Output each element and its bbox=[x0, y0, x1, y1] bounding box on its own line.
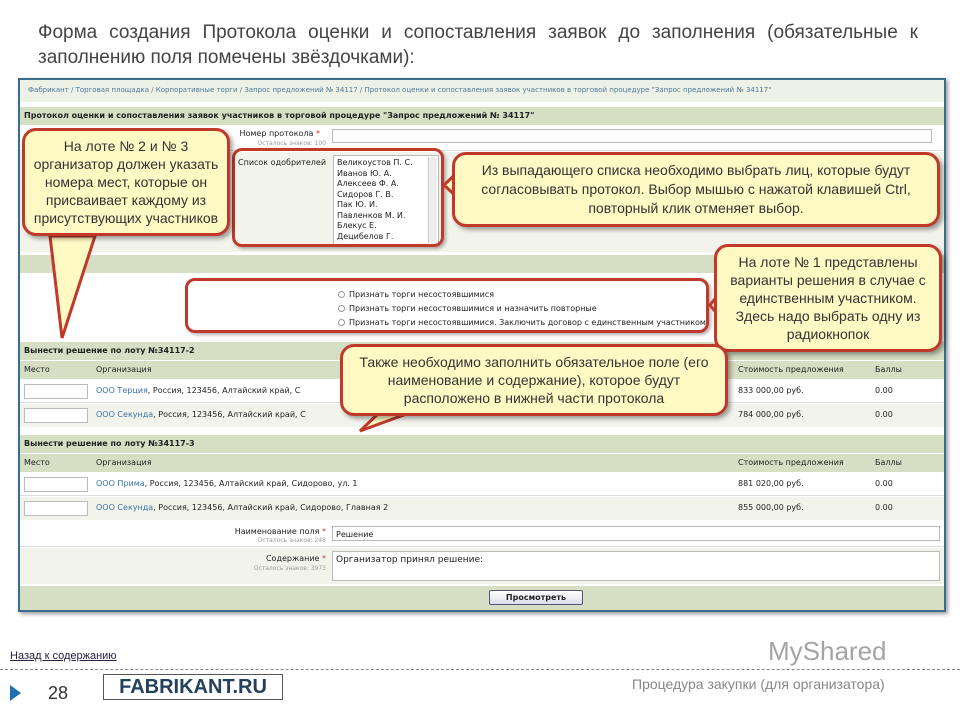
price: 881 020,00 руб. bbox=[738, 479, 804, 488]
approver-option[interactable]: Алексеев Ф. А. bbox=[337, 179, 399, 188]
price: 784 000,00 руб. bbox=[738, 410, 804, 419]
myshared-watermark: MyShared bbox=[768, 636, 887, 666]
lot2-title: Вынести решение по лоту №34117-2 bbox=[20, 342, 944, 360]
approver-option[interactable]: Блекус Е. bbox=[337, 221, 377, 230]
org-address: , Россия, 123456, Алтайский край, Сидорово, Главная 2 bbox=[153, 503, 389, 512]
lot1-radio[interactable]: Признать торги несостоявшимися bbox=[338, 287, 706, 301]
form-header: Протокол оценки и сопоставления заявок участников в торговой процедуре "Запрос предложений № 34117" bbox=[20, 107, 944, 125]
required-mark: * bbox=[316, 129, 320, 138]
price: 833 000,00 руб. bbox=[738, 386, 804, 395]
approver-option[interactable]: Децибелов Г. bbox=[337, 231, 394, 241]
back-to-contents-link[interactable]: Назад к содержанию bbox=[10, 650, 117, 662]
callout-places: На лоте № 2 и № 3 организатор должен указать номера мест, которые он присваивает каждому из присутствующих участников bbox=[22, 128, 230, 236]
org-address: , Россия, 123456, Алтайский край, Сидорово, ул. 1 bbox=[144, 479, 358, 488]
approver-option[interactable]: Великоустов П. С. bbox=[337, 158, 413, 167]
callout-approvers: Из выпадающего списка необходимо выбрать лиц, которые будут согласовывать протокол. Выбор мышью с нажатой клавишей Ctrl, повторный клик отменяет выбор. bbox=[452, 152, 940, 227]
lot3-title: Вынести решение по лоту №34117-3 bbox=[20, 435, 944, 453]
score: 0.00 bbox=[875, 503, 893, 512]
org-address: , Россия, 123456, Алтайский край, С bbox=[153, 410, 306, 419]
approvers-label: Список одобрителей bbox=[238, 158, 327, 167]
org-address: , Россия, 123456, Алтайский край, С bbox=[147, 386, 301, 395]
required-mark: * bbox=[322, 527, 326, 536]
org-link[interactable]: ООО Прима bbox=[96, 479, 145, 488]
col-score: Баллы bbox=[875, 458, 902, 467]
lot1-radio[interactable]: Признать торги несостоявшимися и назначить повторные bbox=[338, 301, 706, 315]
field-content-hint: Осталось знаков: 3973 bbox=[253, 565, 326, 572]
fabrikant-logo: FABRIKANT.RU bbox=[103, 674, 283, 700]
approver-option[interactable]: Пак Ю. И. bbox=[337, 200, 378, 209]
price: 855 000,00 руб. bbox=[738, 503, 804, 512]
approver-option[interactable]: Иванов Ю. А. bbox=[337, 168, 392, 178]
protocol-number-hint: Осталось знаков: 100 bbox=[257, 140, 326, 147]
approver-option[interactable]: Павленков М. И. bbox=[337, 210, 406, 220]
score: 0.00 bbox=[875, 386, 893, 395]
col-place: Место bbox=[24, 365, 50, 374]
col-price: Стоимость предложения bbox=[738, 458, 844, 467]
col-org: Организация bbox=[96, 365, 152, 374]
callout-required: Также необходимо заполнить обязательное поле (его наименование и содержание), которое будут расположено в нижней части протокола bbox=[340, 344, 728, 416]
field-content-label: Содержание bbox=[265, 554, 320, 563]
col-score: Баллы bbox=[875, 365, 902, 374]
org-link[interactable]: ООО Секунда bbox=[96, 503, 154, 512]
breadcrumb[interactable]: Фабрикант / Торговая площадка / Корпоративные торги / Запрос предложений № 34117 / Протокол оценки и сопоставления заявок участников в торговой процедуре "Запрос предложений № 34117" bbox=[20, 80, 944, 102]
lot1-radio[interactable]: Признать торги несостоявшимися. Заключить договор с единственным участником bbox=[338, 315, 706, 329]
tail-places bbox=[50, 236, 95, 338]
page-number: 28 bbox=[48, 683, 69, 703]
footer-caption: Процедура закупки (для организатора) bbox=[632, 676, 885, 692]
preview-button[interactable]: Просмотреть bbox=[489, 590, 583, 605]
slide-title: Форма создания Протокола оценки и сопоставления заявок до заполнения (обязательные к заполнению поля помечены звёздочками): bbox=[38, 22, 918, 68]
field-content-textarea[interactable]: Организатор принял решение: bbox=[332, 551, 940, 581]
approver-option[interactable]: Сидоров Г. В. bbox=[337, 189, 394, 199]
org-link[interactable]: ООО Терция bbox=[96, 386, 148, 395]
field-name-input[interactable]: Решение bbox=[332, 526, 940, 541]
score: 0.00 bbox=[875, 410, 893, 419]
org-link[interactable]: ООО Секунда bbox=[96, 410, 154, 419]
callout-lot1: На лоте № 1 представлены варианты решения в случае с единственным участником. Здесь надо выбрать одну из радиокнопок bbox=[714, 244, 942, 352]
required-mark: * bbox=[322, 554, 326, 563]
col-org: Организация bbox=[96, 458, 152, 467]
field-name-hint: Осталось знаков: 248 bbox=[257, 537, 326, 544]
protocol-number-label: Номер протокола bbox=[239, 129, 314, 138]
col-price: Стоимость предложения bbox=[738, 365, 844, 374]
score: 0.00 bbox=[875, 479, 893, 488]
col-place: Место bbox=[24, 458, 50, 467]
field-name-label: Наименование поля bbox=[234, 527, 320, 536]
